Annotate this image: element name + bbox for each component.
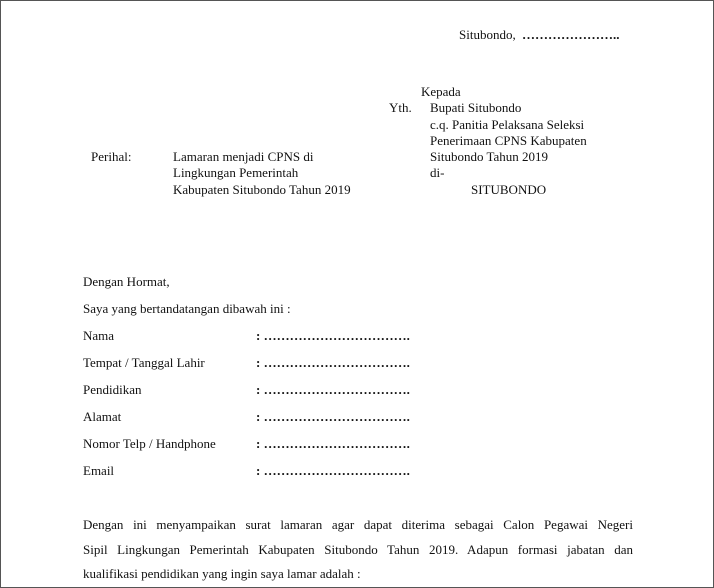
field-value-tempat-tanggal-lahir: : ……………………………. [256, 355, 410, 370]
field-label-nama: Nama [83, 328, 115, 343]
place-date [459, 26, 619, 43]
field-value-pendidikan: : ……………………………. [256, 382, 410, 397]
recipient-line-3: Penerimaan CPNS Kabupaten [430, 133, 587, 148]
field-value-nomor-telp: : ……………………………. [256, 436, 410, 451]
subject-line-2: Lingkungan Pemerintah [173, 165, 299, 180]
recipient-line-1: Bupati Situbondo [430, 100, 522, 115]
recipient-kepada: Kepada [421, 84, 461, 99]
subject-line-3: Kabupaten Situbondo Tahun 2019 [173, 182, 351, 197]
recipient-yth: Yth. [389, 100, 412, 115]
recipient-line-4: Situbondo Tahun 2019 [430, 149, 549, 164]
paragraph-line-3: kualifikasi pendidikan yang ingin saya lamar adalah : [83, 566, 361, 581]
field-label-pendidikan: Pendidikan [83, 382, 142, 397]
subject-line-1: Lamaran menjadi CPNS di [173, 149, 314, 164]
field-label-alamat: Alamat [83, 409, 122, 424]
recipient-line-2: c.q. Panitia Pelaksana Seleksi [430, 117, 585, 132]
field-value-alamat: : ……………………………. [256, 409, 410, 424]
recipient-city: SITUBONDO [471, 182, 547, 197]
paragraph-line-1: Dengan ini menyampaikan surat lamaran agar dapat diterima sebagai Calon Pegawai Negeri [83, 517, 633, 532]
field-value-email: : ……………………………. [256, 463, 410, 478]
date-blank: ………………….. [521, 27, 620, 42]
paragraph-line-2: Sipil Lingkungan Pemerintah Kabupaten Situbondo Tahun 2019. Adapun formasi jabatan dan [83, 542, 633, 557]
place-date-label: Situbondo, [459, 27, 516, 42]
greeting: Dengan Hormat, [83, 274, 170, 289]
field-label-tempat-tanggal-lahir: Tempat / Tanggal Lahir [83, 355, 205, 370]
recipient-di: di- [430, 165, 445, 180]
field-value-nama: : ……………………………. [256, 328, 410, 343]
field-label-nomor-telp: Nomor Telp / Handphone [83, 436, 216, 451]
field-label-email: Email [83, 463, 115, 478]
subject-label: Perihal: [91, 149, 132, 164]
intro-text: Saya yang bertandatangan dibawah ini : [83, 301, 291, 316]
